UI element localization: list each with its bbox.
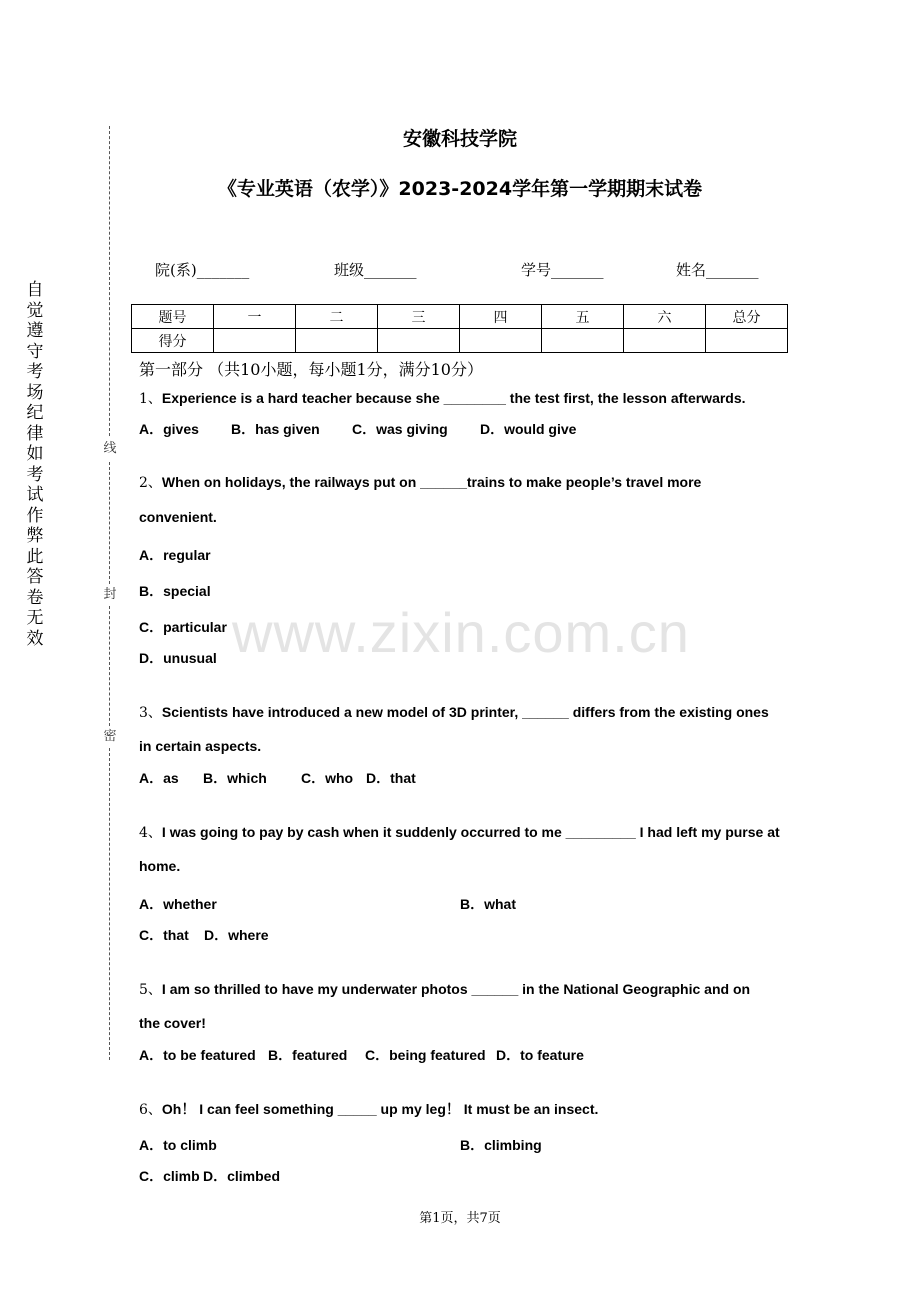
exam-rules-notice: 自觉遵守考场纪律如考试作弊此答卷无效 — [26, 280, 44, 649]
question-number: 2、 — [139, 475, 162, 491]
question-number: 5、 — [139, 982, 162, 998]
binding-line-top — [109, 126, 110, 436]
question-3-stem — [139, 702, 769, 722]
score-header-cell: 五 — [542, 305, 624, 329]
score-cell[interactable] — [624, 329, 706, 353]
question-2-stem-cont: convenient. — [139, 509, 217, 525]
question-4-stem — [139, 822, 780, 842]
question-1-option-d[interactable]: D．would give — [480, 421, 577, 437]
section-title: 第一部分 （共10小题，每小题1分，满分10分） — [139, 360, 483, 379]
binding-line-bottom — [109, 748, 110, 1060]
question-5-stem-cont: the cover! — [139, 1015, 206, 1031]
score-table-header-row — [132, 305, 788, 329]
score-cell[interactable] — [378, 329, 460, 353]
question-text: I am so thrilled to have my underwater photos ______ in the National Geographic and on — [161, 981, 751, 997]
seal-char-mi: 密 — [103, 729, 117, 744]
question-5-stem — [139, 979, 750, 999]
question-5-option-b[interactable]: B．featured — [268, 1047, 348, 1063]
score-header-cell: 三 — [378, 305, 460, 329]
question-2-option-a[interactable]: A．regular — [139, 547, 211, 563]
question-text: I was going to pay by cash when it suddenly occurred to me _________ I had left my purse at — [161, 824, 780, 840]
question-4-stem-cont: home. — [139, 858, 181, 874]
score-header-cell: 四 — [460, 305, 542, 329]
question-6-option-c[interactable]: C．climb — [139, 1168, 200, 1184]
score-header-cell: 一 — [214, 305, 296, 329]
question-4-option-a[interactable]: A．whether — [139, 896, 217, 912]
question-text: Oh！ I can feel something _____ up my leg！ It must be an insect. — [161, 1101, 599, 1117]
question-2-option-b[interactable]: B．special — [139, 583, 211, 599]
score-header-cell: 六 — [624, 305, 706, 329]
question-text: Scientists have introduced a new model of 3D printer, ______ differs from the existing ones — [161, 704, 769, 720]
score-table — [131, 304, 788, 353]
class-field[interactable]: 班级_______ — [334, 261, 417, 279]
question-5-option-a[interactable]: A．to be featured — [139, 1047, 256, 1063]
binding-line-middle — [109, 462, 110, 584]
name-field[interactable]: 姓名_______ — [676, 261, 759, 279]
watermark: www.zixin.com.cn — [232, 601, 690, 664]
score-table-score-row — [132, 329, 788, 353]
score-cell[interactable] — [542, 329, 624, 353]
question-3-option-a[interactable]: A．as — [139, 770, 179, 786]
score-cell[interactable] — [460, 329, 542, 353]
question-4-option-d[interactable]: D．where — [204, 927, 269, 943]
question-text: Experience is a hard teacher because she ________ the test first, the lesson afterwards. — [161, 390, 746, 406]
question-2-stem — [139, 472, 701, 492]
question-6-option-d[interactable]: D．climbed — [203, 1168, 281, 1184]
question-2-option-d[interactable]: D．unusual — [139, 650, 217, 666]
question-3-stem-cont: in certain aspects. — [139, 738, 262, 754]
question-5-option-d[interactable]: D．to feature — [496, 1047, 584, 1063]
seal-char-feng: 封 — [103, 587, 117, 602]
question-number: 1、 — [139, 391, 162, 407]
question-6-option-b[interactable]: B．climbing — [460, 1137, 542, 1153]
school-name: 安徽科技学院 — [402, 128, 517, 150]
score-header-cell: 二 — [296, 305, 378, 329]
score-cell[interactable] — [706, 329, 788, 353]
question-number: 6、 — [139, 1102, 162, 1118]
question-1-option-c[interactable]: C．was giving — [352, 421, 448, 437]
question-1-option-b[interactable]: B．has given — [231, 421, 320, 437]
question-6-stem — [139, 1099, 598, 1119]
exam-title: 《专业英语（农学）》2023-2024学年第一学期期末试卷 — [217, 178, 703, 200]
question-number: 3、 — [139, 705, 162, 721]
student-id-field[interactable]: 学号_______ — [521, 261, 604, 279]
question-2-option-c[interactable]: C．particular — [139, 619, 227, 635]
score-cell[interactable] — [214, 329, 296, 353]
question-5-option-c[interactable]: C．being featured — [365, 1047, 486, 1063]
page-footer: 第1页，共7页 — [419, 1211, 501, 1226]
score-header-cell: 总分 — [706, 305, 788, 329]
question-4-option-b[interactable]: B．what — [460, 896, 516, 912]
score-header-cell: 题号 — [132, 305, 214, 329]
question-1-option-a[interactable]: A．gives — [139, 421, 199, 437]
question-4-option-c[interactable]: C．that — [139, 927, 189, 943]
seal-char-xian: 线 — [103, 441, 117, 456]
department-field[interactable]: 院(系)_______ — [155, 261, 250, 279]
score-cell[interactable] — [296, 329, 378, 353]
question-1-stem — [139, 388, 746, 408]
question-3-option-b[interactable]: B．which — [203, 770, 267, 786]
question-3-option-c[interactable]: C．who — [301, 770, 354, 786]
question-number: 4、 — [139, 825, 162, 841]
binding-line-lower — [109, 606, 110, 726]
question-text: When on holidays, the railways put on ______trains to make people’s travel more — [161, 474, 702, 490]
score-row-label: 得分 — [132, 329, 214, 353]
question-3-option-d[interactable]: D．that — [366, 770, 416, 786]
question-6-option-a[interactable]: A．to climb — [139, 1137, 217, 1153]
